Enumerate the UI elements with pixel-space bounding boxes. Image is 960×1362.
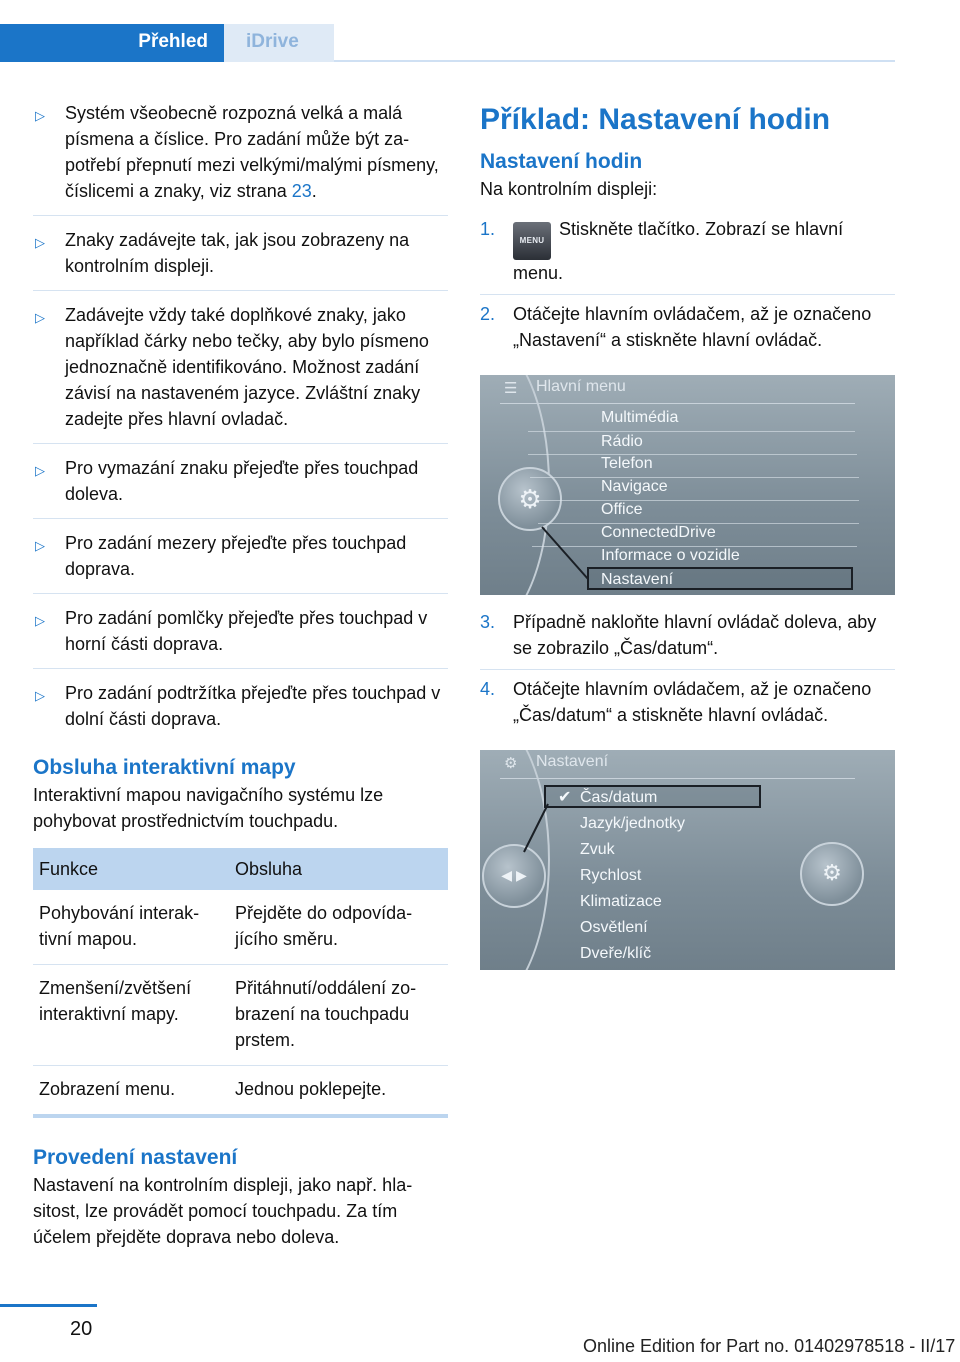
- tab-prehled[interactable]: Přehled: [0, 24, 224, 62]
- section-text-settings: Nastavení na kontrolním displeji, jako např. hlasitost, lze provádět pomocí touchpadu. Za tím účelem přejděte doprava nebo doleva.: [33, 1175, 413, 1247]
- settings-knob-icon: ⚙: [800, 842, 864, 906]
- triangle-bullet-icon: ▷: [35, 235, 45, 250]
- table-header-cell: Funkce: [33, 848, 229, 890]
- table-cell: Přejděte do odpovídajícího směru.: [229, 890, 448, 965]
- gear-icon: ⚙: [504, 755, 518, 772]
- steps-list-b: [480, 609, 895, 736]
- screen-header: Nastavení: [536, 753, 609, 770]
- triangle-bullet-icon: ▷: [35, 310, 45, 325]
- list-item: ▷ Zadávejte vždy také doplňkové znaky, jako například čárky nebo tečky, aby bylo písmeno jednoznačně identifikováno. Možnost zadání závisí na nastaveném jazyce. Zvláštní znaky zadejte přes hlavní ovladač.: [33, 302, 448, 444]
- table-row: [33, 1066, 448, 1117]
- left-right-arrows-icon: ◀ ▶: [482, 844, 546, 908]
- menu-item: Office: [601, 501, 643, 518]
- menu-item: Osvětlení: [580, 919, 648, 936]
- menu-item: Telefon: [601, 455, 653, 472]
- list-item: 4. Otáčejte hlavním ovládačem, až je označeno „Čas/datum“ a stiskněte hlavní ovládač.: [480, 679, 872, 725]
- right-column: [480, 100, 895, 984]
- gear-icon: ⚙: [498, 467, 562, 531]
- steps-list-a: [480, 216, 895, 361]
- menu-item: Jazyk/jednotky: [580, 815, 685, 832]
- menu-item: Informace o vozidle: [601, 547, 740, 564]
- menu-item: Rychlost: [580, 867, 642, 884]
- triangle-bullet-icon: ▷: [35, 688, 45, 703]
- menu-item: ConnectedDrive: [601, 524, 716, 541]
- table-row: [33, 965, 448, 1066]
- list-item: ▷ Pro zadání podtržítka přejeďte přes touchpad v dolní části doprava.: [35, 683, 441, 729]
- settings-screen: [480, 750, 895, 970]
- menu-item: Navigace: [601, 478, 668, 495]
- table-cell: Jednou poklepejte.: [229, 1066, 448, 1117]
- table-header-cell: Obsluha: [229, 848, 448, 890]
- section-title-interactive-map: Obsluha interaktivní mapy: [33, 756, 296, 779]
- control-table: [33, 848, 448, 1118]
- table-cell: Zobrazení menu.: [33, 1066, 229, 1117]
- table-cell: Pohybování interaktivní mapou.: [33, 890, 229, 965]
- table-row: [33, 890, 448, 965]
- screen-header: Hlavní menu: [536, 378, 626, 395]
- top-tab-bar: [0, 24, 895, 62]
- triangle-bullet-icon: ▷: [35, 108, 45, 123]
- main-menu-screen: [480, 375, 895, 595]
- menu-item: Čas/datum: [580, 789, 658, 806]
- section-title-settings: Provedení nastavení: [33, 1146, 238, 1169]
- menu-item: Klimatizace: [580, 893, 662, 910]
- edition-text: Online Edition for Part no. 01402978518 - II/17: [583, 1336, 956, 1356]
- tab-idrive[interactable]: iDrive: [224, 24, 334, 62]
- page-title: Příklad: Nastavení hodin: [480, 103, 831, 136]
- list-item: ▷ Pro vymazání znaku přejeďte přes touchpad doleva.: [33, 455, 448, 519]
- triangle-bullet-icon: ▷: [35, 538, 45, 553]
- list-item: ▷ Znaky zadávejte tak, jak jsou zobrazeny na kontrolním displeji.: [33, 227, 448, 291]
- list-icon: ☰: [504, 380, 518, 397]
- menu-item: Zvuk: [580, 841, 615, 858]
- menu-item: Multimédia: [601, 409, 679, 426]
- list-item: ▷ Pro zadání pomlčky přejeďte přes touchpad v horní části doprava.: [33, 605, 448, 669]
- subtitle: Nastavení hodin: [480, 150, 643, 173]
- list-item: 2. Otáčejte hlavním ovládačem, až je označeno „Nastavení“ a stiskněte hlavní ovládač.: [480, 304, 872, 350]
- table-header-row: [33, 848, 448, 890]
- triangle-bullet-icon: ▷: [35, 463, 45, 478]
- menu-item: Rádio: [601, 433, 643, 450]
- menu-item: Nastavení: [601, 571, 674, 588]
- intro-text: Na kontrolním displeji:: [480, 179, 658, 199]
- page-number: 20: [70, 1318, 93, 1340]
- section-text-interactive-map: Interaktivní mapou navigačního systému lze pohybovat prostřednictvím touchpadu.: [33, 785, 384, 831]
- table-cell: Přitáhnutí/oddálení zobrazení na touchpadu prstem.: [229, 965, 448, 1066]
- list-item: ▷ Pro zadání mezery přejeďte přes touchpad doprava.: [33, 530, 448, 594]
- list-item: 1. MENUStiskněte tlačítko. Zobrazí se hlavní menu.: [480, 216, 895, 295]
- bullet-list: [33, 100, 448, 743]
- left-column: [33, 100, 448, 1250]
- list-item: ▷ Systém všeobecně rozpozná velká a malá písmena a číslice. Pro zadání může být zapotřebí přepnutí mezi velkými/malými písmeny, číslicemi a znaky, viz strana 23.: [33, 100, 448, 216]
- table-cell: Zmenšení/zvětšení interaktivní mapy.: [33, 965, 229, 1066]
- menu-button-icon: MENU: [513, 222, 551, 260]
- triangle-bullet-icon: ▷: [35, 613, 45, 628]
- list-item: 3. Případně nakloňte hlavní ovládač doleva, aby se zobrazilo „Čas/datum“.: [480, 609, 895, 670]
- page-link[interactable]: 23: [291, 181, 312, 201]
- menu-item: Dveře/klíč: [580, 945, 652, 962]
- checkmark-icon: ✔: [558, 789, 572, 806]
- footer-rule: [0, 1304, 97, 1307]
